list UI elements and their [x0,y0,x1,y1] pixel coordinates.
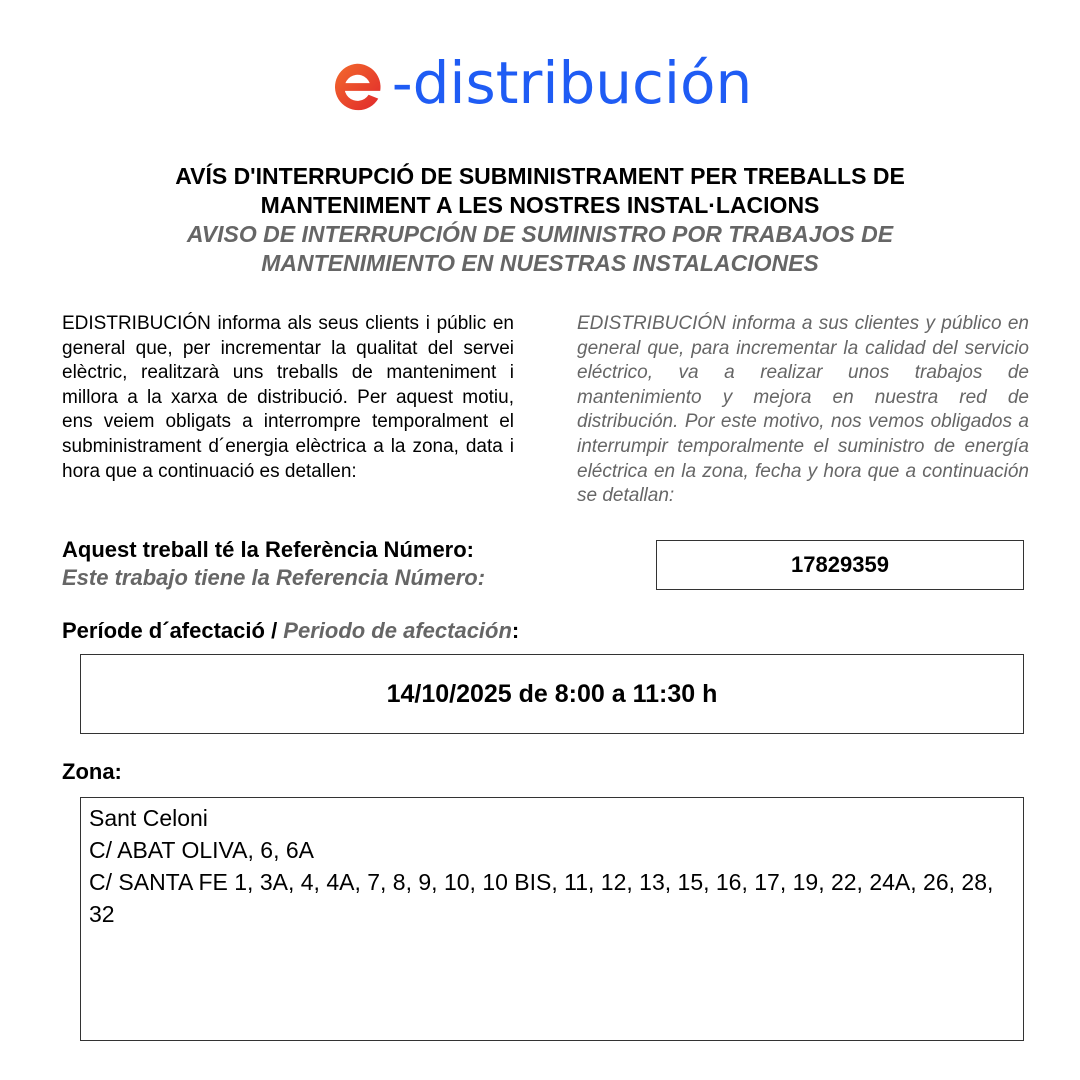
zone-line: Sant Celoni [89,805,208,831]
period-label-es: Periodo de afectación [283,618,512,643]
period-label-ca: Període d´afectació / [62,618,284,643]
brand-logo [0,49,1080,122]
intro-ca: EDISTRIBUCIÓN informa als seus clients i públic en general que, per incrementar la qualitat del servei elèctric, realitzarà uns treballs de manteniment i millora a la xarxa de distribució. Per aquest motiu, ens veiem obligats a interrompre temporalment el subministrament d´energia elèctrica a la zona, data i hora que a continuació es detallen: [62,313,514,482]
reference-label [62,536,485,592]
title-es-line2: MANTENIMIENTO EN NUESTRAS INSTALACIONES [261,250,819,276]
notice-title [0,162,1080,278]
intro-es: EDISTRIBUCIÓN informa a sus clientes y público en general que, para incrementar la calidad del servicio eléctrico, va a realizar unos trabajos de mantenimiento y mejora en nuestra red de distribución. Por este motivo, nos vemos obligados a interrumpir temporalmente el suministro de energía eléctrica en la zona, fecha y hora que a continuación se detallan: [577,313,1029,507]
period-value: 14/10/2025 de 8:00 a 11:30 h [386,679,718,708]
period-box [80,654,1024,734]
period-label [62,617,519,645]
zone-line: C/ ABAT OLIVA, 6, 6A [89,837,314,863]
zone-label: Zona: [62,759,122,784]
zone-box [80,797,1024,1041]
period-label-suffix: : [511,618,520,643]
brand-name: -distribución [391,49,753,117]
reference-number: 17829359 [791,552,889,577]
reference-label-ca: Aquest treball té la Referència Número: [62,537,475,562]
title-es-line1: AVISO DE INTERRUPCIÓN DE SUMINISTRO POR TRABAJOS DE [186,221,894,247]
title-ca-line2: MANTENIMENT A LES NOSTRES INSTAL·LACIONS [260,192,820,218]
zone-line: C/ SANTA FE 1, 3A, 4, 4A, 7, 8, 9, 10, 10 BIS, 11, 12, 13, 15, 16, 17, 19, 22, 24A, 26, 28, 32 [89,869,994,927]
title-ca-line1: AVÍS D'INTERRUPCIÓ DE SUBMINISTRAMENT PER TREBALLS DE [175,163,905,189]
e-logo-icon [328,58,386,116]
reference-label-es: Este trabajo tiene la Referencia Número: [62,565,486,590]
reference-number-box [656,540,1024,590]
